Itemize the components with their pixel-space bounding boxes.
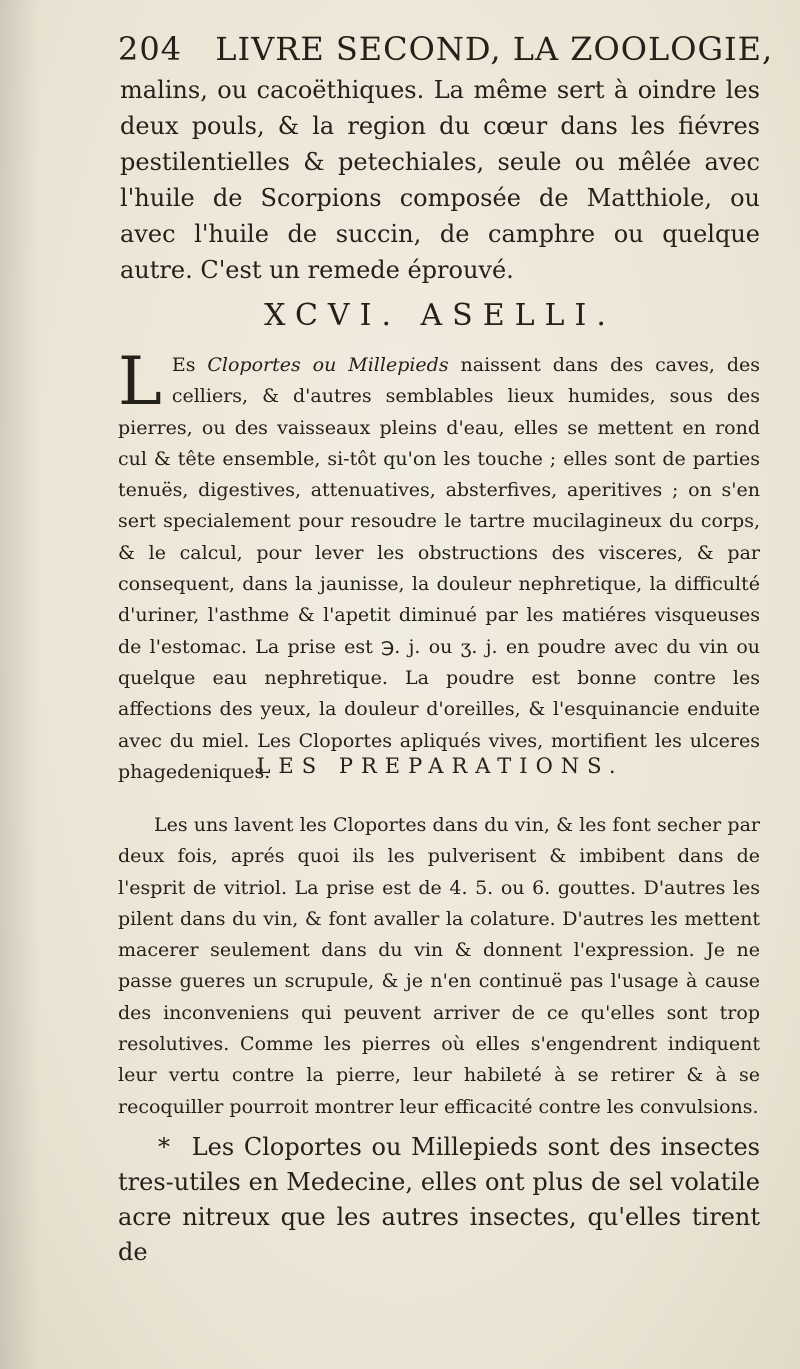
drop-cap: L: [118, 343, 162, 420]
running-title: LIVRE SECOND, LA ZOOLOGIE,: [215, 30, 774, 68]
section-title: XCVI. ASELLI.: [264, 298, 616, 333]
footnote-marker: *: [158, 1133, 170, 1161]
section-text: naissent dans des caves, des celliers, & d'autres semblables lieux humides, sous des pierres, ou des vaisseaux pleins d'eau, elles se mettent en rond cul & tête ensemble, si-tôt qu'on les touche ; elles sont de parties tenuës, digestives, attenuatives, absterfives, aperitives ; on s'en sert specialement pour resoudre le tartre mucilagineux du corps, & le calcul, pour lever les obstructions des visceres, & par consequent, dans la jaunisse, la douleur nephretique, la difficulté d'uriner, l'asthme & l'apetit diminué par les matiéres visqueuses de l'estomac. La prise est ℈. j. ou ʒ. j. en poudre avec du vin ou quelque eau nephretique. La poudre est bonne contre les affections des yeux, la douleur d'oreilles, & l'esquinancie enduite avec du miel. Les Cloportes apliqués vives, mortifient les ulceres phagedeniques.: [118, 354, 760, 783]
dropcap-rest: Es: [171, 354, 196, 376]
preparations-text: Les uns lavent les Cloportes dans du vin, & les font secher par deux fois, aprés quoi ils les pulverisent & imbibent dans de l'esprit de vitriol. La prise est de 4. 5. ou 6. gouttes. D'autres les pilent dans du vin, & font avaller la colature. D'autres les mettent macerer seulement dans du vin & donnent l'expression. Je ne passe gueres un scrupule, & je n'en continuë pas l'usage à cause des inconveniens qui peuvent arriver de ce qu'elles sont trop resolutives. Comme les pierres où elles s'engendrent indiquent leur vertu contre la pierre, leur habileté à se retirer & à se recoquiller pourroit montrer leur efficacité contre les convulsions.: [118, 814, 760, 1118]
page-number: 204: [118, 30, 183, 68]
running-header: [118, 30, 774, 76]
italic-lead: Cloportes ou Millepieds: [207, 354, 449, 376]
opening-paragraph: malins, ou cacoëthiques. La même sert à oindre les deux pouls, & la region du cœur dans les fiévres pestilentielles & petechiales, seule ou mêlée avec l'huile de Scorpions composée de Matthiole, ou avec l'huile de succin, de camphre ou quelque autre. C'est un remede éprouvé.: [120, 76, 760, 284]
section-body: [118, 343, 760, 788]
spine-shadow: [0, 0, 40, 1369]
footnote-text: Les Cloportes ou Millepieds sont des insectes tres-utiles en Medecine, elles ont plus de sel volatile acre nitreux que les autres insectes, qu'elles tirent de: [118, 1133, 760, 1266]
footnote: [118, 1130, 760, 1270]
preparations-title: LES PREPARATIONS.: [256, 754, 624, 778]
